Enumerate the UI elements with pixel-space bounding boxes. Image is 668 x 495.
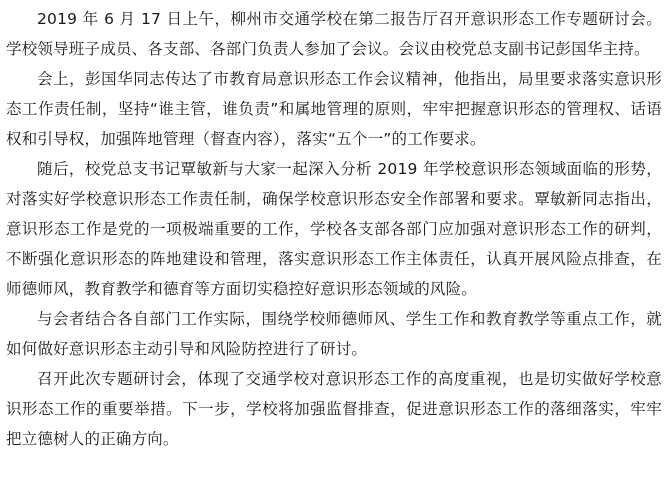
paragraph-conclusion: 召开此次专题研讨会，体现了交通学校对意识形态工作的高度重视，也是切实做好学校意识形态工作的重要举措。下一步，学校将加强监督排查，促进意识形态工作的落细落实，牢牢把立德树人的正确方向。 <box>6 370 662 448</box>
paragraph-peng-remarks: 会上，彭国华同志传达了市教育局意识形态工作会议精神，他指出，局里要求落实意识形态工作责任制，坚持“谁主管，谁负责”和属地管理的原则，牢牢把握意识形态的管理权、话语权和引导权，加强阵地管理（督查内容），落实“五个一”的工作要求。 <box>6 70 662 148</box>
paragraph-meeting-intro: 2019 年 6 月 17 日上午，柳州市交通学校在第二报告厅召开意识形态工作专题研讨会。学校领导班子成员、各支部、各部门负责人参加了会议。会议由校党总支副书记彭国华主持。 <box>6 10 662 58</box>
paragraph-discussion: 与会者结合各自部门工作实际，围绕学校师德师风、学生工作和教育教学等重点工作，就如何做好意识形态主动引导和风险防控进行了研讨。 <box>6 310 662 358</box>
paragraph-qin-remarks: 随后，校党总支书记覃敏新与大家一起深入分析 2019 年学校意识形态领域面临的形势，对落实好学校意识形态工作责任制，确保学校意识形态安全作部署和要求。覃敏新同志指出，意识形态工作是党的一项极端重要的工作，学校各支部各部门应加强对意识形态工作的研判，不断强化意识形态的阵地建设和管理，落实意识形态工作主体责任，认真开展风险点排查，在师德师风，教育教学和德育等方面切实稳控好意识形态领域的风险。 <box>6 160 662 298</box>
